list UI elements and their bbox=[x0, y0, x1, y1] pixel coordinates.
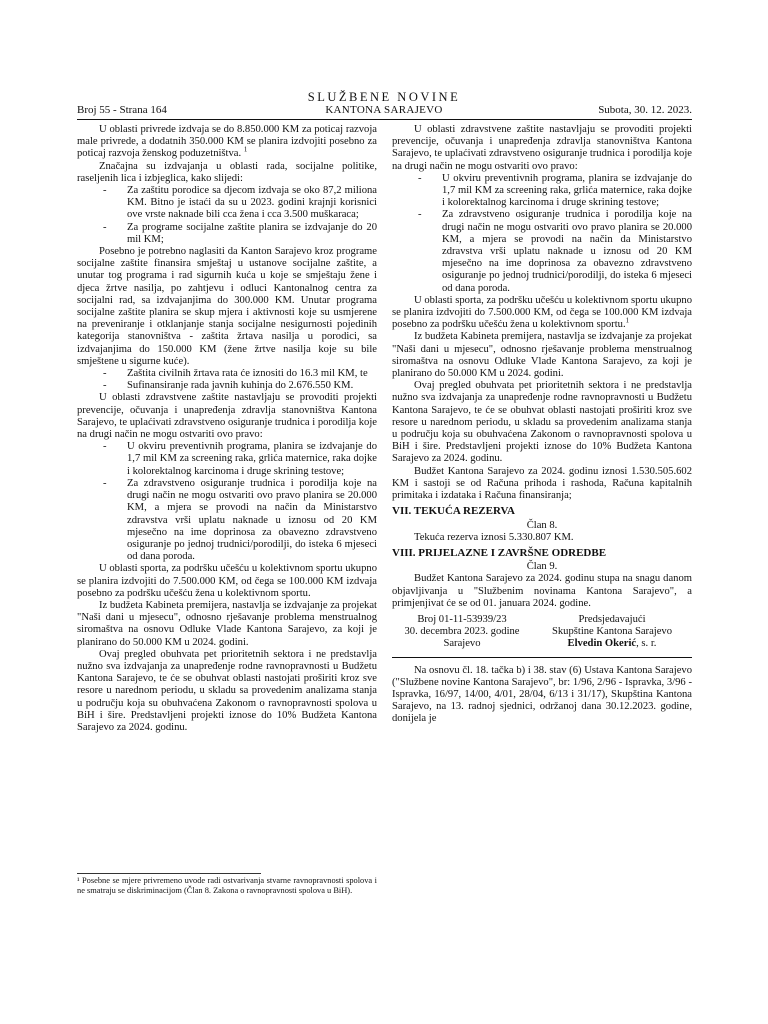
list-item: - Za zdravstveno osiguranje trudnica i porodilja koje na drugi način ne mogu ostvariti ovo pravo planira se 20.000 KM, a mjera se provodi na način da Ministarstvo zdravstva vrši uplatu naknade u iznosu od 20 KM mjesečno na ime doprinosa za obavezno zdravstveno osiguranje po jednoj trudnici/porodilji, do isteka 6 mjeseci od dana poroda. bbox=[103, 477, 377, 563]
section-heading: VII. TEKUĆA REZERVA bbox=[392, 505, 515, 518]
bullet-dash: - bbox=[103, 185, 107, 197]
list-item: - U okviru preventivnih programa, planira se izdvajanje do 1,7 mil KM za screening raka, grlića maternice, raka dojke i kolorektalnog karcinoma i druge skrining testove; bbox=[418, 172, 692, 209]
signatory-name: Elvedin Okerić bbox=[567, 638, 637, 650]
masthead-subtitle: KANTONA SARAJEVO bbox=[325, 104, 443, 116]
list-item: - Zaštita civilnih žrtava rata će iznositi do 16.3 mil KM, te bbox=[103, 368, 368, 380]
bullet-dash: - bbox=[103, 441, 107, 453]
signature-reference: Broj 01-11-53939/23 30. decembra 2023. godine Sarajevo bbox=[404, 613, 520, 650]
footnote-marker[interactable]: 1 bbox=[243, 145, 248, 154]
bullet-dash: - bbox=[103, 380, 107, 392]
header-rule bbox=[77, 119, 692, 120]
issue-number: Broj 55 - Strana 164 bbox=[77, 104, 167, 116]
footnote-marker[interactable]: 1 bbox=[625, 316, 630, 325]
paragraph: Na osnovu čl. 18. tačka b) i 38. stav (6) Ustava Kantona Sarajevo ("Službene novine Kantona Sarajevo", br: 1/96, 2/96 - Ispravka, 3/96 - Ispravka, 16/97, 14/00, 4/01, 28/04, 6/13 i 31/17), Skupština Kantona Sarajevo, na 13. radnoj sjednici, održanoj dana 30.12.2023. godine, donijela je bbox=[392, 664, 692, 725]
paragraph: U oblasti sporta, za podršku učešću u kolektivnom sportu ukupno se planira izdvojiti do 7.500.000 KM, od čega se 100.000 KM izdvaja posebno za podršku učešću žena u kolektivnom sportu.$^1$ bbox=[392, 294, 692, 331]
footnote-text: ¹ Posebne se mjere privremeno uvode radi ostvarivanja stvarne ravnopravnosti spolova i ne smatraju se diskriminacijom (Član 8. Zakona o ravnopravnosti spolova u BiH). bbox=[77, 876, 377, 895]
bullet-dash: - bbox=[418, 209, 422, 221]
paragraph: U oblasti zdravstvene zaštite nastavljaju se provoditi projekti prevencije, očuvanja i unapređenja zdravlja stanovništva Kantona Sarajevo, te uplaćivati zdravstveno osiguranje trudnica i porodilja koje na drugi način ne mogu ostvariti ovo pravo: bbox=[392, 124, 692, 172]
section-divider bbox=[392, 657, 692, 659]
paragraph: U oblasti sporta, za podršku učešću u kolektivnom sportu ukupno se planira izdvojiti do 7.500.000 KM, od čega se 100.000 KM izdvaja posebno za podršku učešću žena u kolektivnom sportu. bbox=[77, 563, 377, 599]
paragraph: Budžet Kantona Sarajevo za 2024. godinu iznosi 1.530.505.602 KM i sastoji se od Računa prihoda i rashoda, Računa kapitalnih primitaka i izdataka i Računa finansiranja; bbox=[392, 465, 692, 502]
signature-signatory: Predsjedavajući Skupštine Kantona Sarajevo Elvedin Okerić, s. r. bbox=[551, 613, 673, 650]
signature-block bbox=[392, 614, 692, 651]
paragraph: Budžet Kantona Sarajevo za 2024. godinu stupa na snagu danom objavljivanja u "Službenim novinama Kantona Sarajevo", a primjenjivat će se od 01. januara 2024. godine. bbox=[392, 573, 692, 609]
section-heading: VIII. PRIJELAZNE I ZAVRŠNE ODREDBE bbox=[392, 546, 607, 559]
paragraph: Posebno je potrebno naglasiti da Kanton Sarajevo kroz programe socijalne zaštite finansira smještaj u ustanove socijalne zaštite, a unutar tog programa i rad sigurnih kuća u koje se smještaju žene i djeca žrtve nasilja, po zahtjevu i odluci Kantonalnog centra za socijalni rad, sa izdvajanjima do 300.000 KM. Unutar programa socijalne zaštite planira se skup mjera i aktivnosti koje su usmjerene na preveniranje i otklanjanje stanja socijalne nesigurnosti pojedinih kategorija stanovništva - zaštita žrtava nasilja u porodici, sa izdvajanjima do 150.000 KM (žene žrtve nasilja koje su bile smještene u sigurne kuće). bbox=[77, 246, 377, 367]
list-item: - U okviru preventivnih programa, planira se izdvajanje do 1,7 mil KM za screening raka, grlića maternice, raka dojke i kolorektalnog karcinoma i druge skrining testove; bbox=[103, 441, 377, 477]
article-number: Član 8. bbox=[526, 519, 558, 531]
right-column bbox=[392, 124, 692, 726]
bullet-dash: - bbox=[103, 477, 107, 489]
bullet-dash: - bbox=[103, 221, 107, 233]
paragraph: Iz budžeta Kabineta premijera, nastavlja se izdvajanje za projekat "Naši dani u mjesecu", odnosno rješavanje problema menstrualnog siromaštva na osnovu Odluke Vlade Kantona Sarajevo, za koji je planirano do 50.000 KM u 2024. godini. bbox=[392, 331, 692, 380]
left-column bbox=[77, 124, 377, 734]
list-item: - Za zaštitu porodice sa djecom izdvaja se oko 87,2 miliona KM. Bitno je istaći da su u 2023. godini krajnji korisnici ove vrste naknade bili cca žena i cca 3.500 muškaraca; bbox=[103, 185, 377, 221]
paragraph: U oblasti zdravstvene zaštite nastavljaju se provoditi projekti prevencije, očuvanja i unapređenja zdravlja stanovništva Kantona Sarajevo, te uplaćivati zdravstveno osiguranje trudnica i porodilja koje na drugi način ne mogu ostvariti ovo pravo: bbox=[77, 392, 377, 441]
bullet-dash: - bbox=[418, 172, 422, 184]
article-number: Član 9. bbox=[526, 561, 558, 573]
bullet-dash: - bbox=[103, 368, 107, 380]
paragraph: Ovaj pregled obuhvata pet prioritetnih sektora i ne predstavlja nužno sva izdvajanja za unapređenje rodne ravnopravnosti u Budžetu Kantona Sarajevo, te će se obuhvat oblasti nastojati proširiti kroz sve resore u narednom periodu, u skladu sa provedenim analizama stanja u području koja su obuhvaćena Zakonom o ravnopravnosti spolova u BiH i šire. Predstavljeni projekti iznose do 10% Budžeta Kantona Sarajevo za 2024. godinu. bbox=[77, 648, 377, 733]
paragraph: Značajna su izdvajanja u oblasti rada, socijalne politike, raseljenih lica i izbjeglica, kako slijedi: bbox=[77, 160, 377, 184]
paragraph: Ovaj pregled obuhvata pet prioritetnih sektora i ne predstavlja nužno sva izdvajanja za unapređenje rodne ravnopravnosti u Budžetu Kantona Sarajevo, te će se obuhvat oblasti nastojati proširiti kroz sve resore u narednom periodu, u skladu sa provedenim analizama stanja u području koja su obuhvaćena Zakonom o ravnopravnosti spolova u BiH i šire. Predstavljeni projekti iznose do 10% Budžeta Kantona Sarajevo za 2024. godinu. bbox=[392, 380, 692, 465]
footnote-rule bbox=[77, 873, 261, 874]
paragraph: Iz budžeta Kabineta premijera, nastavlja se izdvajanje za projekat "Naši dani u mjesecu", odnosno rješavanje problema menstrualnog siromaštva na osnovu Odluke Vlade Kantona Sarajevo, za koji je planirano do 50.000 KM u 2024. godini. bbox=[77, 599, 377, 648]
issue-date: Subota, 30. 12. 2023. bbox=[598, 104, 692, 116]
paragraph: U oblasti privrede izdvaja se do 8.850.000 KM za poticaj razvoja male privrede, a dodatnih 350.000 KM se planira izdvojiti posebno za poticaj razvoja ženskog poduzetništva. $^1$ bbox=[77, 124, 377, 160]
paragraph: Tekuća rezerva iznosi 5.330.807 KM. bbox=[414, 531, 574, 543]
list-item: - Za zdravstveno osiguranje trudnica i porodilja koje na drugi način ne mogu ostvariti ovo pravo planira se 20.000 KM, a mjera se provodi na način da Ministarstvo zdravstva vrši uplatu naknade u iznosu od 20 KM mjesečno na ime doprinosa za obavezno zdravstveno osiguranje po jednoj trudnici/porodilji, do isteka 6 mjeseci od dana poroda. bbox=[418, 209, 692, 294]
list-item: - Za programe socijalne zaštite planira se izdvajanje do 20 mil KM; bbox=[103, 221, 377, 245]
list-item: - Sufinansiranje rada javnih kuhinja do 2.676.550 KM. bbox=[103, 380, 354, 392]
masthead-title: SLUŽBENE NOVINE bbox=[307, 90, 461, 104]
